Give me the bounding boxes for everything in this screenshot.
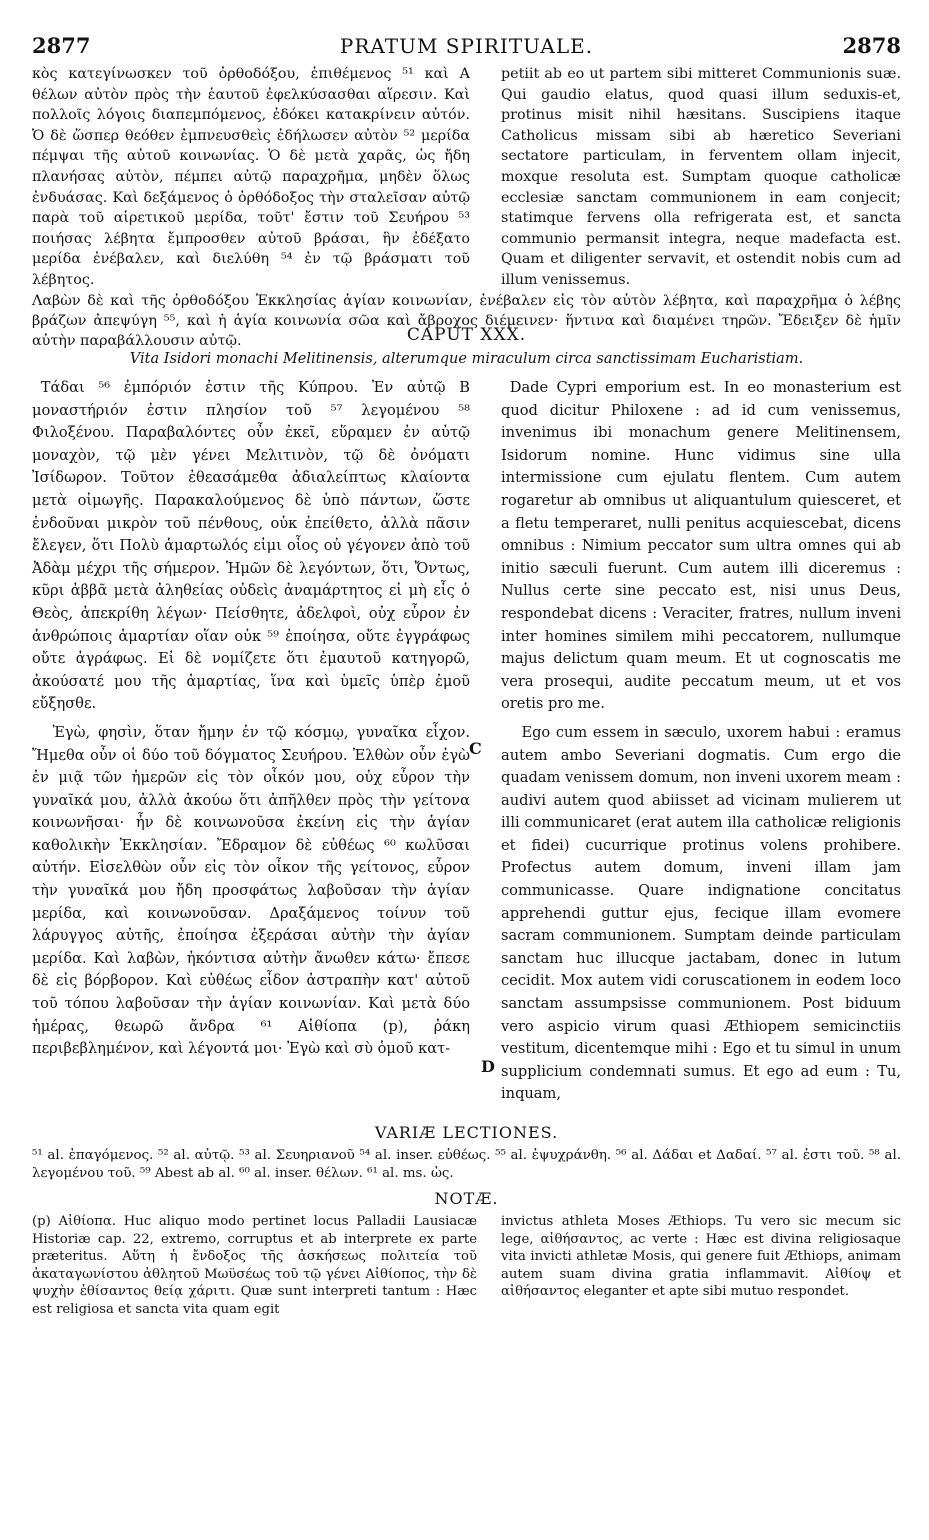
latin-column-top [501,64,901,291]
chapter-title: CAPUT XXX. [406,325,527,345]
notae-left-text: (p) Αἰθίοπα. Huc aliquo modo pertinet locus Palladii Lausiacæ Historiæ cap. 22, extremo, corruptus et ab interprete ex parte præteritus. Αὕτη ἡ ἔνδοξος τῆς ἀσκήσεως πολιτεία τοῦ ἀκαταγωνίστου ἀθλητοῦ Μωϋσέως τοῦ τῷ γένει Αἰθίοπος, τὴν δὲ ψυχὴν ἐθίσαντος θείᾳ χάριτι. Quæ sunt interpreti tantum : Hæc est religiosa et sancta vita quam egit [32,1214,477,1317]
running-title: PRATUM SPIRITUALE. [339,34,594,58]
greek-paragraph-1: Τάδαι ⁵⁶ ἐμπόριόν ἐστιν τῆς Κύπρου. Ἐν αὐτῷ B μοναστήριόν ἐστιν πλησίον τοῦ ⁵⁷ λεγομένου ⁵⁸ Φιλοξένου. Παραβαλόντες οὖν ἐκεῖ, εὕραμεν ἐν αὐτῷ μοναχὸν, τῷ μὲν γένει Μελιτινὸν, τῷ δὲ ὀνόματι Ἰσίδωρον. Τοῦτον ἐθεασάμεθα ἀδιαλείπτως κλαίοντα μετὰ οἰμωγῆς. Παρακαλούμενος δὲ ὑπὸ πάντων, ὥστε ἐνδοῦναι μικρὸν τοῦ πένθους, οὐκ ἐπείθετο, ἀλλὰ πᾶσιν ἔλεγεν, ὅτι Πολὺ ἁμαρτωλός εἰμι οἷος οὐ γέγονεν ἀπὸ τοῦ Ἀδὰμ μέχρι τῆς σήμερον. Ἡμῶν δὲ λεγόντων, ὅτι, Ὄντως, κῦρι ἀββᾶ μετὰ ἀληθείας οὐδεὶς ἀναμάρτητος εἰ μὴ εἷς ὁ Θεὸς, ἀπεκρίθη λέγων· Πείσθητε, ἀδελφοὶ, οὐχ εὗρον ἐν ἀνθρώποις ἁμαρτίαν οἵαν οὐκ ⁵⁹ ἐποίησα, οὔτε ἐγγράφως οὔτε ἀγράφως. Εἰ δὲ νομίζετε ὅτι ἐμαυτοῦ κατηγορῶ, ἀκούσατέ μου τῆς ἁμαρτίας, ἵνα καὶ ὑμεῖς ὑπὲρ ἐμοῦ εὔξησθε. [32,379,470,713]
notae-columns [32,1213,901,1319]
latin-column [501,377,901,1112]
margin-marker-c: C [469,739,482,758]
greek-paragraph: κὸς κατεγίνωσκεν τοῦ ὀρθοδόξου, ἐπιθέμενος ⁵¹ καὶ A θέλων αὐτὸν πρὸς τὴν ἑαυτοῦ ἐφελκύσασθαι αἵρεσιν. Καὶ πολλοῖς λόγοις διαπεμπόμενος, ἐδόκει κατακρίνειν αὐτόν. Ὁ δὲ ὥσπερ θεόθεν ἐμπνευσθεὶς ἐδήλωσεν αὐτὸν ⁵² μερίδα πέμψαι τῆς αὐτοῦ κοινωνίας. Ὁ δὲ μετὰ χαρᾶς, ὡς ἤδη πλανήσας αὐτὸν, πέμπει αὐτῷ παραχρῆμα, μηδὲν ὅλως ἐνδυάσας. Καὶ δεξάμενος ὁ ὀρθόδοξος τὴν σταλεῖσαν αὐτῷ παρὰ τοῦ αἱρετικοῦ μερίδα, τοῦτ' ἔστιν τοῦ Σευήρου ⁵³ ποιήσας λέβητα ἔμπροσθεν αὐτοῦ βράσαι, ἣν ἐδέξατο μερίδα ἐνέβαλεν, καὶ διελύθη ⁵⁴ ἐν τῷ βράσματι τοῦ λέβητος. [32,66,470,288]
variae-lectiones: ⁵¹ al. ἐπαγόμενος. ⁵² al. αὐτῷ. ⁵³ al. Σευηριανοῦ ⁵⁴ al. inser. εὐθέως. ⁵⁵ al. ἐψυχράνθη. ⁵⁶ al. Δάδαι et Δαδαί. ⁵⁷ al. ἐστι τοῦ. ⁵⁸ al. λεγομένου τοῦ. ⁵⁹ Abest ab al. ⁶⁰ al. inser. θέλων. ⁶¹ al. ms. ὡς. [32,1148,901,1181]
greek-column-top [32,64,470,291]
section-chapter [32,377,901,1117]
notae-right-column [501,1213,901,1319]
chapter-subtitle: Vita Isidori monachi Melitinensis, alterumque miraculum circa sanctissimam Eucharistiam. [129,351,804,367]
greek-full-width-paragraph: Λαβὼν δὲ καὶ τῆς ὀρθοδόξου Ἐκκλησίας ἁγίαν κοινωνίαν, ἐνέβαλεν εἰς τὸν αὐτὸν λέβητα, καὶ παραχρῆμα ὁ λέβης βράζων ἀπεψύγη ⁵⁵, καὶ ἡ ἁγία κοινωνία σῶα καὶ ἄβροχος διέμεινεν· ἥντινα καὶ διαμένει τηρῶν. Ἔδειξεν δὲ ἡμῖν αὐτὴν παραβάλλουσιν αὐτῷ. [32,292,901,350]
latin-paragraph: petiit ab eo ut partem sibi mitteret Communionis suæ. Qui gaudio elatus, quod quasi illum seduxis-et, protinus misit nihil hæsitans. Suscipiens itaque Catholicus missam sibi ab hæretico Severiani sectatore particulam, in ferventem ollam injecit, moxque resoluta est. Sumptam quoque catholicæ ecclesiæ sanctam communionem in eam conjecit; statimque fervens olla refrigerata est, et sancta communio permansit integra, neque madefacta est. Quam et diligenter servavit, et ostendit nobis cum ad illum venissemus. [501,66,901,288]
variae-heading: VARIÆ LECTIONES. [374,1123,559,1142]
notae-left-column [32,1213,477,1319]
greek-column [32,377,470,1112]
margin-marker-d: D [481,1057,495,1076]
greek-paragraph-2: Ἐγὼ, φησὶν, ὅταν ἤμην ἐν τῷ κόσμῳ, γυναῖκα εἶχον. Ἤμεθα οὖν οἱ δύο τοῦ δόγματος Σευήρου. Ἐλθὼν οὖν ἐγὼ ἐν μιᾷ τῶν ἡμερῶν εἰς τὸν οἶκόν μου, οὐχ εὗρον τὴν γυναῖκά μου, ἀλλὰ ἀκούω ὅτι ἀπῆλθεν πρὸς τὴν γείτονα κοινωνῆσαι· ἦν δὲ κοινωνοῦσα ἐκείνη εἰς τὴν ἁγίαν καθολικὴν Ἐκκλησίαν. Ἔδραμον δὲ εὐθέως ⁶⁰ κωλῦσαι αὐτήν. Εἰσελθὼν οὖν εἰς τὸν οἶκον τῆς γείτονος, εὗρον τὴν γυναῖκά μου ἤδη προσφάτως λαβοῦσαν τὴν ἁγίαν μερίδα, καὶ κοινωνοῦσαν. Δραξάμενος τοίνυν τοῦ λάρυγγος αὐτῆς, ἐποίησα ἐξεράσαι αὐτὴν τὴν ἁγίαν μερίδα. Καὶ λαβὼν, ἠκόντισα αὐτὴν ἄνωθεν κάτω· ἔπεσε δὲ εἰς βόρβορον. Καὶ εὐθέως εἶδον ἀστραπὴν κατ' αὐτοῦ τοῦ τόπου λαβοῦσαν τὴν ἁγίαν κοινωνίαν. Καὶ μετὰ δύο ἡμέρας, θεωρῶ ἄνδρα ⁶¹ Αἰθίοπα (p), ῥάκη περιβεβλημένον, καὶ λέγοντά μοι· Ἐγὼ καὶ σὺ ὁμοῦ κατ- [32,723,470,1058]
notae-right-text: invictus athleta Moses Æthiops. Tu vero sic mecum sic lege, αἰθήσαντος, ac verte : Hæc est divina religiosaque vita invicti athletæ Mosis, qui genere fuit Æthiops, animam autem suam divina gratia inflammavit. Αἰθίοψ et αἰθήσαντος eleganter et apte sibi mutuo respondet. [501,1214,901,1300]
latin-paragraph-2: Ego cum essem in sæculo, uxorem habui : eramus autem ambo Severiani dogmatis. Cum ergo die quadam venissem domum, non inveni uxorem meam : audivi autem quod abiisset ad vicinam mulierem ut illi communicaret (erat autem illa catholicæ religionis et fidei) cucurrique protinus volens prohibere. Profectus autem domum, inveni illam jam communicasse. Quare indignatione concitatus apprehendi guttur ejus, fecique illam evomere sacram communionem. Sumptam deinde particulam sanctam huc illucque jactabam, donec in lutum cecidit. Mox autem vidi coruscationem in eodem loco sanctam assumpsisse communionem. Post biduum vero aspicio virum quasi Æthiopem semicinctiis vestitum, dicentemque mihi : Ego et tu simul in unum supplicium condemnati sumus. Et ego ad eum : Tu, inquam, [501,723,901,1103]
running-head [32,34,901,58]
page-number-right: 2878 [842,33,901,58]
page-number-left: 2877 [32,33,91,58]
notae-heading: NOTÆ. [434,1189,499,1208]
latin-paragraph-1: Dade Cypri emporium est. In eo monasterium est quod dicitur Philoxene : ad id cum venissemus, invenimus ibi monachum genere Melitinensem, Isidorum nomine. Hunc vidimus sine ulla intermissione cum ejulatu flentem. Cum autem rogaretur ab omnibus ut aliquantulum quiesceret, et a fletu temperaret, nulli penitus acquiescebat, dicens omnibus : Nimium peccator sum ultra omnes qui ab initio sæculi fuerunt. Cum autem illi diceremus : Nullus certe sine peccato est, nisi unus Deus, respondebat dicens : Veraciter, fratres, nullum inveni inter homines similem mihi peccatorem, nullumque majus delictum quam meum. Et ut cognoscatis me vera prosequi, audite peccatum meum, ut et vos oretis pro me. [501,379,901,713]
